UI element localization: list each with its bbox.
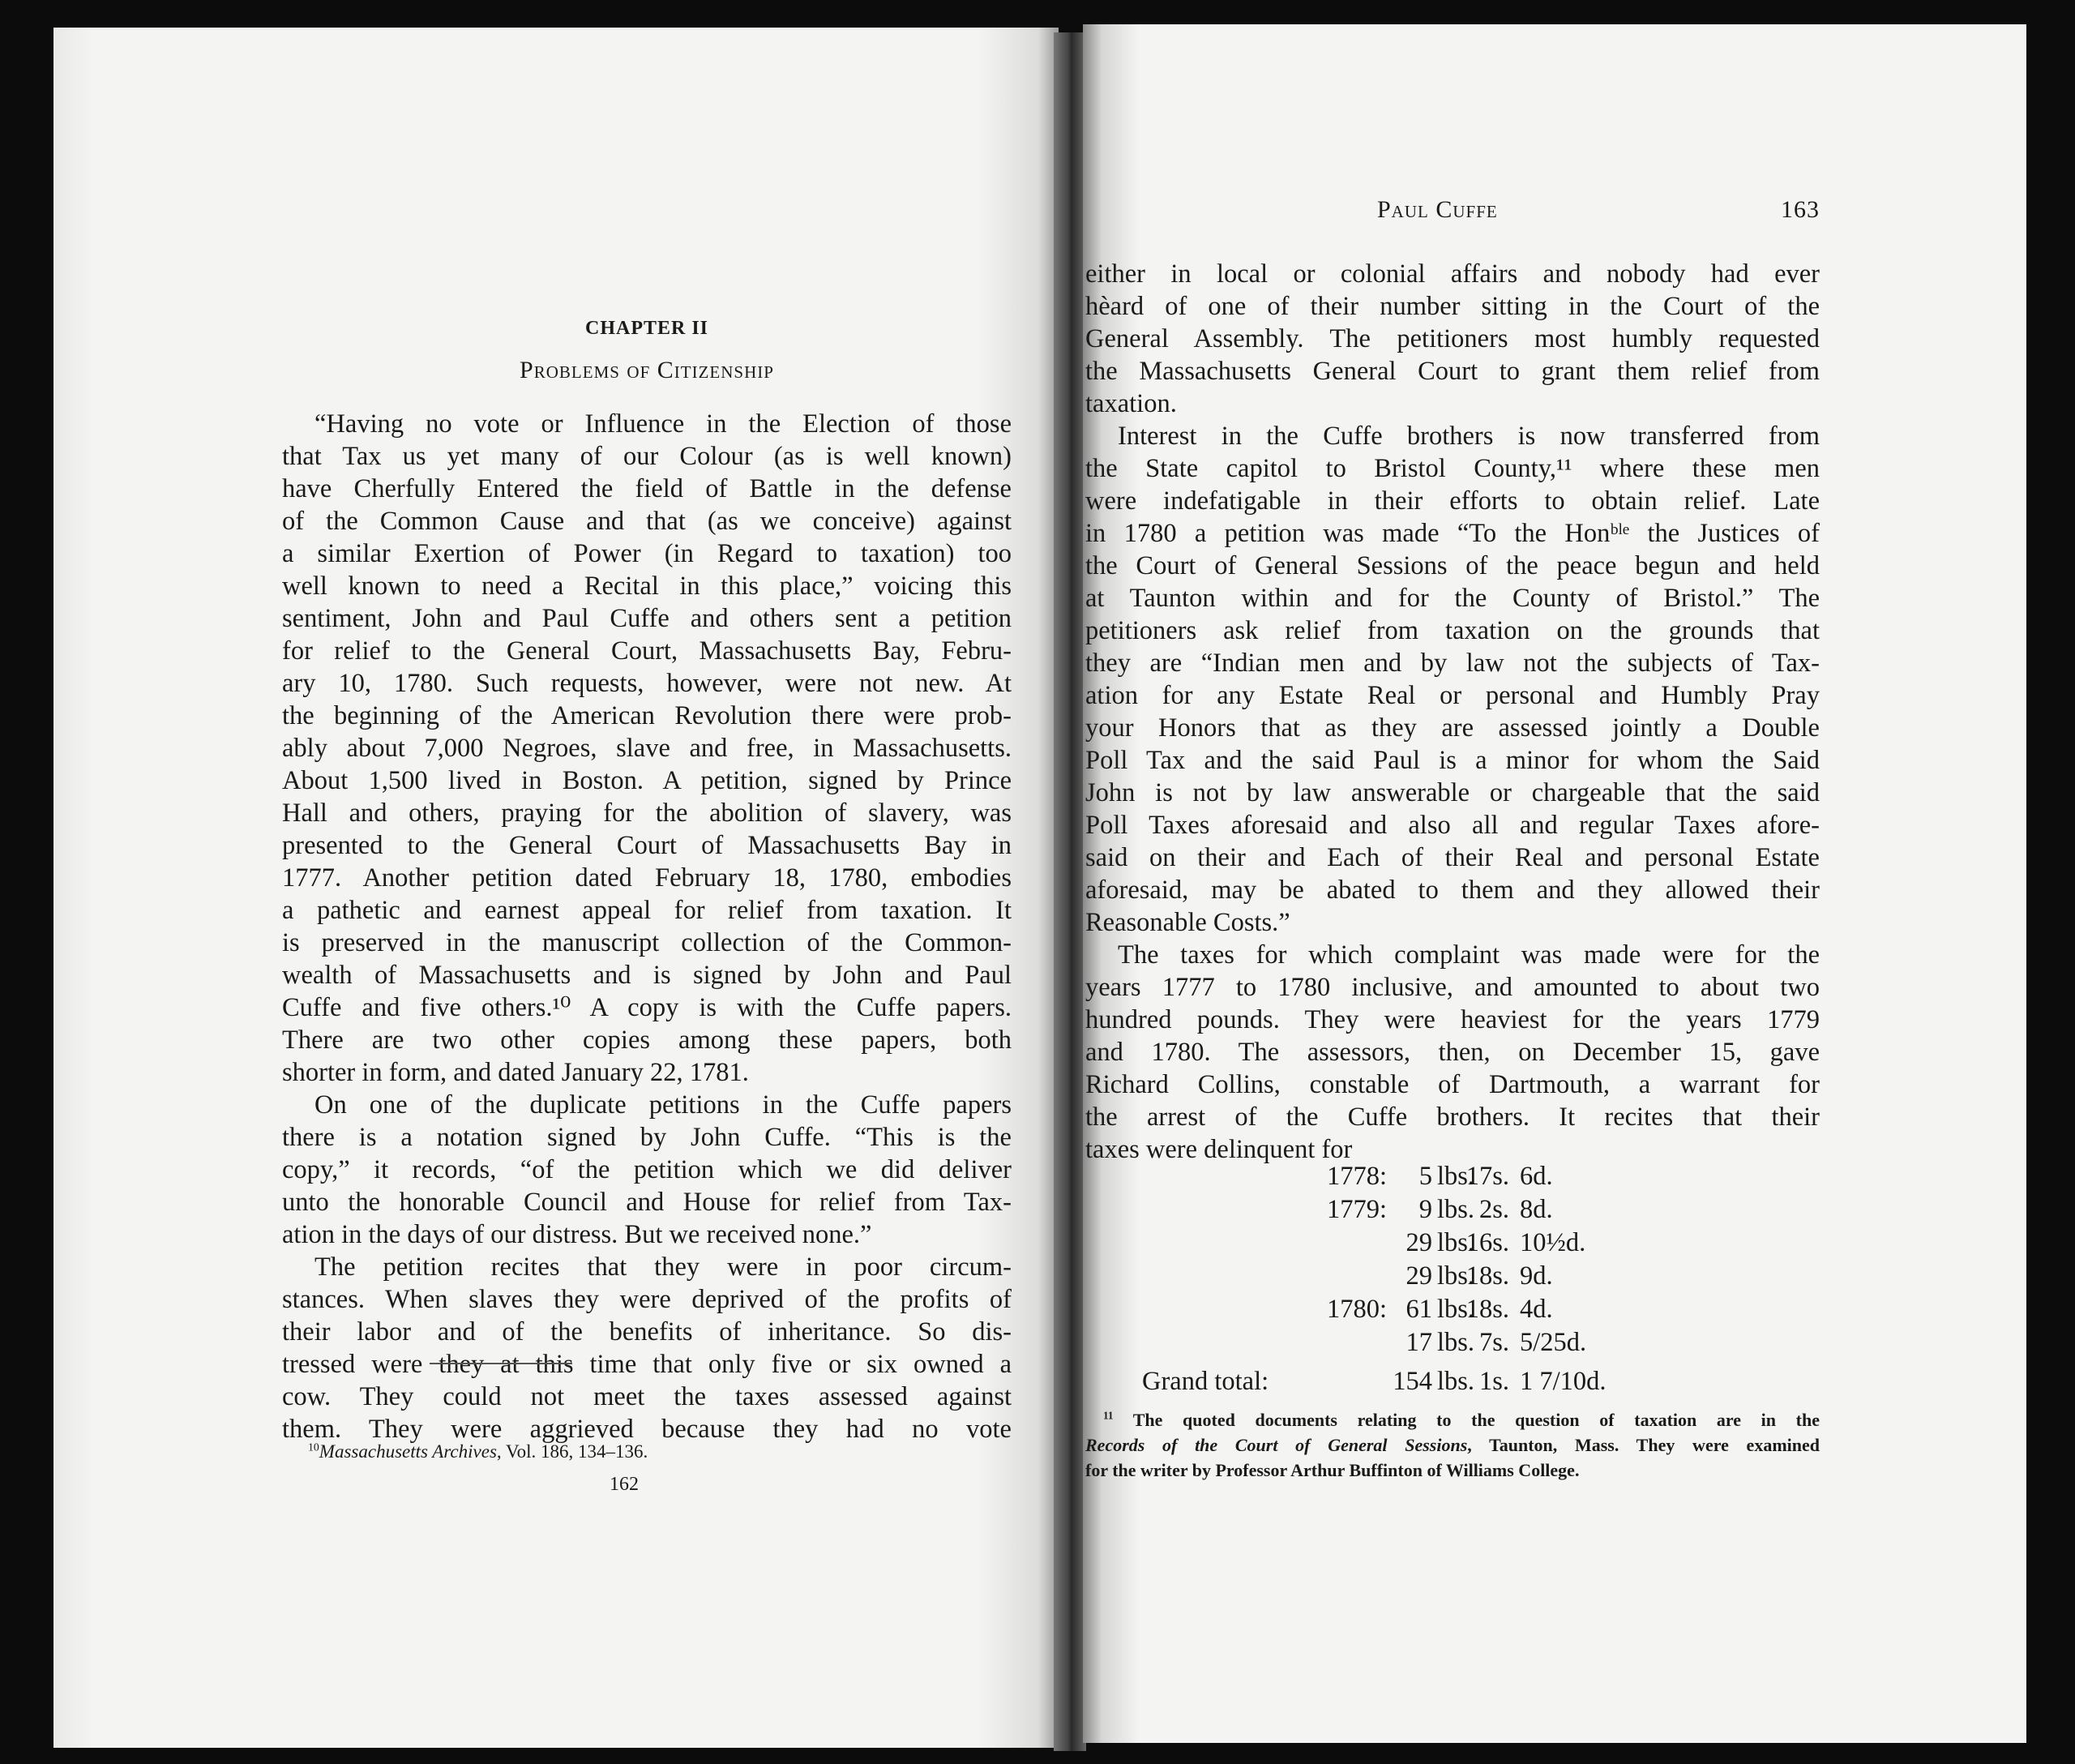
footnote-number: 10 — [308, 1441, 319, 1454]
cell-unit: lbs. — [1437, 1261, 1475, 1291]
text-line: About 1,500 lived in Boston. A petition, signed by Prince — [282, 766, 1012, 795]
footnote-10 — [308, 1439, 648, 1464]
footnote-number: 11 — [1103, 1409, 1114, 1422]
text-line: that Tax us yet many of our Colour (as is well known) — [282, 442, 1012, 471]
text-line: Reasonable Costs.” — [1085, 908, 1290, 937]
tax-row — [1085, 1162, 1815, 1194]
text-line: ation for any Estate Real or personal and Humbly Pray — [1085, 681, 1820, 710]
cell-lbs: 9 — [1418, 1195, 1432, 1224]
cell-year: 1778: — [1326, 1162, 1387, 1191]
book-spine — [1054, 32, 1086, 1751]
text-line: they are “Indian men and by law not the subjects of Tax- — [1085, 649, 1820, 678]
cell-lbs: 154 — [1393, 1367, 1432, 1396]
text-line: Interest in the Cuffe brothers is now transferred from — [1118, 422, 1820, 451]
cell-d: 1 7/10d. — [1520, 1367, 1607, 1396]
text-line: a similar Exertion of Power (in Regard to taxation) too — [282, 539, 1012, 568]
tax-row — [1085, 1195, 1815, 1227]
footnote-source: Records of the Court of General Sessions — [1085, 1435, 1468, 1455]
text-line: ably about 7,000 Negroes, slave and free, in Massachusetts. — [282, 734, 1012, 763]
tax-row — [1085, 1295, 1815, 1327]
footnote-line — [1085, 1407, 1820, 1432]
cell-d: 6d. — [1520, 1162, 1553, 1191]
text-line: of the Common Cause and that (as we conceive) against — [282, 507, 1012, 536]
cell-year: 1780: — [1326, 1295, 1387, 1324]
cell-unit: lbs. — [1437, 1328, 1475, 1357]
footnote-text: , Taunton, Mass. They were examined — [1467, 1435, 1820, 1455]
total-rule — [430, 1363, 572, 1364]
page-number-right: 163 — [1781, 196, 1820, 223]
text-line: General Assembly. The petitioners most humbly requested — [1085, 324, 1820, 353]
footnote-text: The quoted documents relating to the question of taxation are in the — [1132, 1410, 1820, 1430]
text-line: shorter in form, and dated January 22, 1781. — [282, 1058, 749, 1087]
text-line: taxation. — [1085, 389, 1177, 418]
cell-s: 1s. — [1478, 1367, 1509, 1396]
cell-lbs: 5 — [1418, 1162, 1432, 1191]
tax-row — [1085, 1228, 1815, 1261]
tax-table — [1085, 1162, 1815, 1405]
text-line: “Having no vote or Influence in the Election of those — [314, 409, 1012, 439]
text-line: Poll Taxes aforesaid and also all and regular Taxes afore- — [1085, 811, 1820, 840]
footnote-line: for the writer by Professor Arthur Buffinton of Williams College. — [1085, 1460, 1580, 1480]
chapter-title: Problems of Citizenship — [520, 357, 774, 383]
cell-s: 17s. — [1465, 1162, 1509, 1191]
cell-lbs: 61 — [1405, 1295, 1432, 1324]
text-line: There are two other copies among these papers, both — [282, 1025, 1012, 1055]
text-line: ation in the days of our distress. But we received none.” — [282, 1220, 872, 1249]
left-body-text — [282, 408, 1012, 1445]
text-line: in 1780 a petition was made “To the Honᵇˡᵉ the Justices of — [1085, 519, 1820, 548]
text-line: your Honors that as they are assessed jointly a Double — [1085, 713, 1820, 743]
text-line: the State capitol to Bristol County,¹¹ where these men — [1085, 454, 1820, 483]
cell-lbs: 17 — [1405, 1328, 1432, 1357]
text-line: aforesaid, may be abated to them and they allowed their — [1085, 876, 1820, 905]
running-head-title: Paul Cuffe — [1377, 196, 1498, 223]
cell-d: 10½d. — [1520, 1228, 1586, 1257]
text-line: stances. When slaves they were deprived of the profits of — [282, 1285, 1012, 1314]
text-line: unto the honorable Council and House for relief from Tax- — [282, 1188, 1012, 1217]
text-line: petitioners ask relief from taxation on the grounds that — [1085, 616, 1820, 645]
text-line: sentiment, John and Paul Cuffe and others sent a petition — [282, 604, 1012, 633]
text-line: copy,” it records, “of the petition which we did deliver — [282, 1155, 1012, 1184]
text-line: hundred pounds. They were heaviest for the years 1779 — [1085, 1005, 1820, 1034]
text-line: either in local or colonial affairs and nobody had ever — [1085, 259, 1820, 289]
text-line: have Cherfully Entered the field of Battle in the defense — [282, 474, 1012, 503]
text-line: wealth of Massachusetts and is signed by John and Paul — [282, 961, 1012, 990]
cell-unit: lbs. — [1437, 1195, 1475, 1224]
text-line: The petition recites that they were in poor circum- — [314, 1252, 1012, 1282]
tax-row — [1085, 1261, 1815, 1294]
cell-unit: lbs. — [1437, 1367, 1475, 1396]
tax-total-row — [1085, 1367, 1815, 1399]
cell-s: 2s. — [1478, 1195, 1509, 1224]
footnote-line — [1085, 1432, 1820, 1458]
footnote-citation: , Vol. 186, 134–136. — [496, 1441, 648, 1462]
text-line: their labor and of the benefits of inheritance. So dis- — [282, 1317, 1012, 1347]
text-line: there is a notation signed by John Cuffe. “This is the — [282, 1123, 1012, 1152]
text-line: them. They were aggrieved because they had no vote — [282, 1415, 1012, 1444]
cell-unit: lbs. — [1437, 1162, 1475, 1191]
cell-d: 9d. — [1520, 1261, 1553, 1291]
chapter-number: CHAPTER II — [584, 318, 709, 339]
text-line: the arrest of the Cuffe brothers. It recites that their — [1085, 1102, 1820, 1132]
text-line: Cuffe and five others.¹⁰ A copy is with the Cuffe papers. — [282, 993, 1012, 1022]
cell-s: 18s. — [1465, 1295, 1509, 1324]
tax-row — [1085, 1328, 1815, 1360]
right-body-text — [1085, 258, 1820, 1166]
text-line: the Court of General Sessions of the peace begun and held — [1085, 551, 1820, 580]
text-line: tressed were they at this time that only five or six owned a — [282, 1350, 1012, 1379]
cell-d: 8d. — [1520, 1195, 1553, 1224]
text-line: On one of the duplicate petitions in the Cuffe papers — [314, 1090, 1012, 1120]
cell-year: 1779: — [1326, 1195, 1387, 1224]
text-line: John is not by law answerable or chargeable that the said — [1085, 778, 1820, 807]
cell-unit: lbs. — [1437, 1295, 1475, 1324]
text-line: hèard of one of their number sitting in the Court of the — [1085, 292, 1820, 321]
text-line: cow. They could not meet the taxes assessed against — [282, 1382, 1012, 1411]
cell-d: 4d. — [1520, 1295, 1553, 1324]
text-line: taxes were delinquent for — [1085, 1135, 1353, 1164]
cell-lbs: 29 — [1405, 1261, 1432, 1291]
text-line: the Massachusetts General Court to grant them relief from — [1085, 357, 1820, 386]
text-line: ary 10, 1780. Such requests, however, were not new. At — [282, 669, 1012, 698]
text-line: Poll Tax and the said Paul is a minor for whom the Said — [1085, 746, 1820, 775]
text-line: said on their and Each of their Real and personal Estate — [1085, 843, 1820, 872]
text-line: 1777. Another petition dated February 18, 1780, embodies — [282, 863, 1012, 893]
cell-label: Grand total: — [1142, 1367, 1269, 1396]
text-line: Hall and others, praying for the abolition of slavery, was — [282, 799, 1012, 828]
text-line: is preserved in the manuscript collection of the Common- — [282, 928, 1012, 957]
footnote-11 — [1085, 1407, 1820, 1483]
cell-unit: lbs. — [1437, 1228, 1475, 1257]
cell-lbs: 29 — [1405, 1228, 1432, 1257]
cell-s: 16s. — [1465, 1228, 1509, 1257]
text-line: for relief to the General Court, Massachusetts Bay, Febru- — [282, 636, 1012, 666]
text-line: The taxes for which complaint was made were for the — [1118, 940, 1820, 970]
text-line: presented to the General Court of Massachusetts Bay in — [282, 831, 1012, 860]
text-line: years 1777 to 1780 inclusive, and amounted to about two — [1085, 973, 1820, 1002]
cell-s: 7s. — [1478, 1328, 1509, 1357]
footnote-source: Massachusetts Archives — [319, 1441, 497, 1462]
text-line: a pathetic and earnest appeal for relief from taxation. It — [282, 896, 1012, 925]
cell-s: 18s. — [1465, 1261, 1509, 1291]
text-line: the beginning of the American Revolution there were prob- — [282, 701, 1012, 730]
cell-d: 5/25d. — [1520, 1328, 1587, 1357]
text-line: were indefatigable in their efforts to obtain relief. Late — [1085, 486, 1820, 516]
page-number-left: 162 — [610, 1474, 639, 1495]
text-line: at Taunton within and for the County of Bristol.” The — [1085, 584, 1820, 613]
text-line: well known to need a Recital in this place,” voicing this — [282, 572, 1012, 601]
text-line: Richard Collins, constable of Dartmouth, a warrant for — [1085, 1070, 1820, 1099]
text-line: and 1780. The assessors, then, on December 15, gave — [1085, 1038, 1820, 1067]
